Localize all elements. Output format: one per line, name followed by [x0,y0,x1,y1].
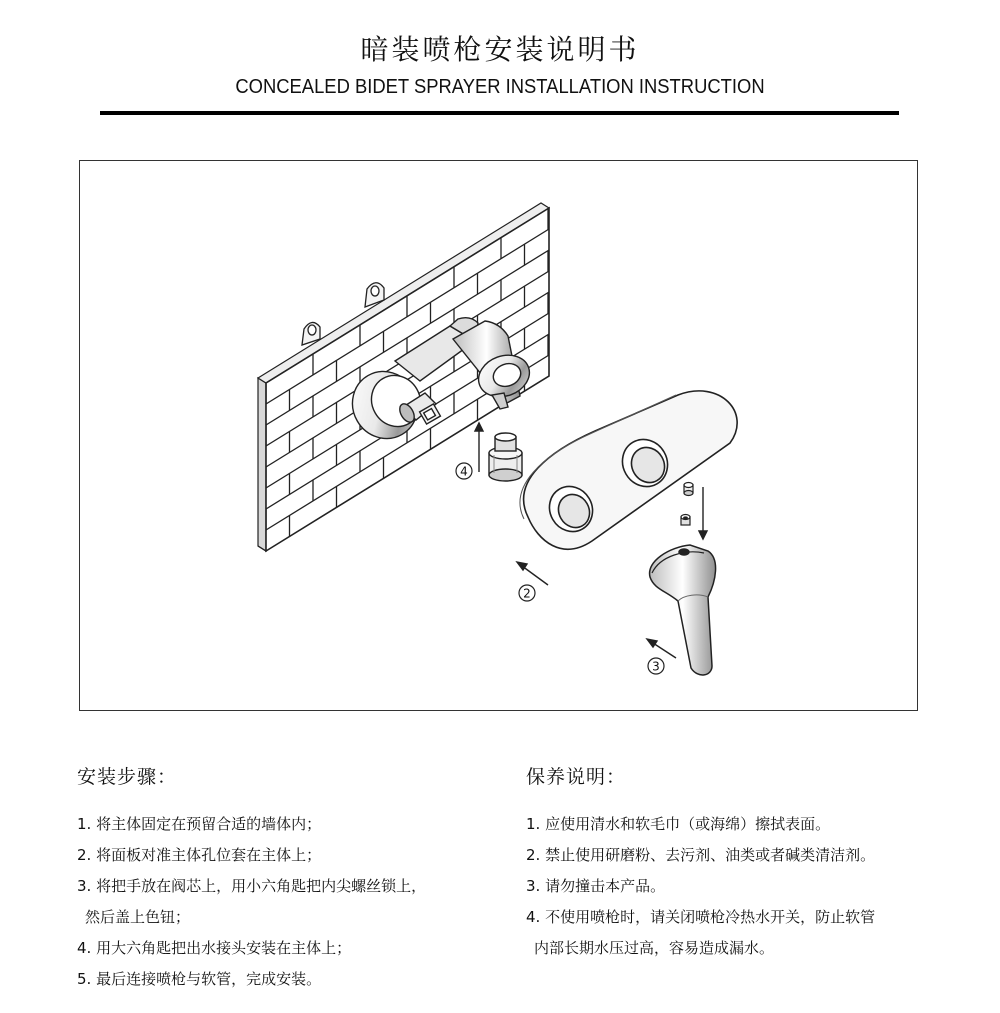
page-title-en: CONCEALED BIDET SPRAYER INSTALLATION INSTRUCTION [235,76,765,98]
list-item: 2. 将面板对准主体孔位套在主体上； [77,846,322,864]
callout-3 [648,658,664,674]
color-button [684,483,693,496]
page-title-cn: 暗装喷枪安装说明书 [360,33,640,66]
list-item: 4. 用大六角匙把出水接头安装在主体上； [77,939,352,957]
installation-steps [77,762,426,995]
arrow-left-down-icon [517,562,548,585]
callout-4 [456,463,472,479]
svg-text:2: 2 [523,586,531,601]
arrow-up-icon [475,423,483,472]
list-item: 然后盖上色钮； [85,908,191,926]
arrow-left-down-icon [647,639,676,658]
installation-diagram [80,161,919,712]
water-connector [489,433,522,481]
list-item: 3. 将把手放在阀芯上，用小六角匙把内尖螺丝锁上， [77,877,427,895]
list-item: 1. 应使用清水和软毛巾（或海绵）擦拭表面。 [526,815,831,833]
title-divider [100,111,899,115]
list-item: 1. 将主体固定在预留合适的墙体内； [77,815,322,833]
list-item: 2. 禁止使用研磨粉、去污剂、油类或者碱类清洁剂。 [526,846,876,864]
maintenance-list [526,809,875,964]
maintenance-notes [526,762,875,964]
installation-heading: 安装步骤： [77,766,178,788]
maintenance-heading: 保养说明： [526,766,627,788]
callout-2 [519,585,535,601]
list-item: 3. 请勿撞击本产品。 [526,877,666,895]
cover-plate [520,391,737,564]
list-item: 4. 不使用喷枪时，请关闭喷枪冷热水开关，防止软管 [526,908,876,926]
screw [681,515,690,526]
list-item: 内部长期水压过高，容易造成漏水。 [534,939,775,957]
svg-text:3: 3 [652,659,660,674]
arrow-down-icon [699,487,707,539]
svg-text:4: 4 [460,464,468,479]
installation-list [77,809,426,995]
diagram-frame [79,160,918,711]
list-item: 5. 最后连接喷枪与软管，完成安装。 [77,970,322,988]
lever-handle [650,545,716,675]
